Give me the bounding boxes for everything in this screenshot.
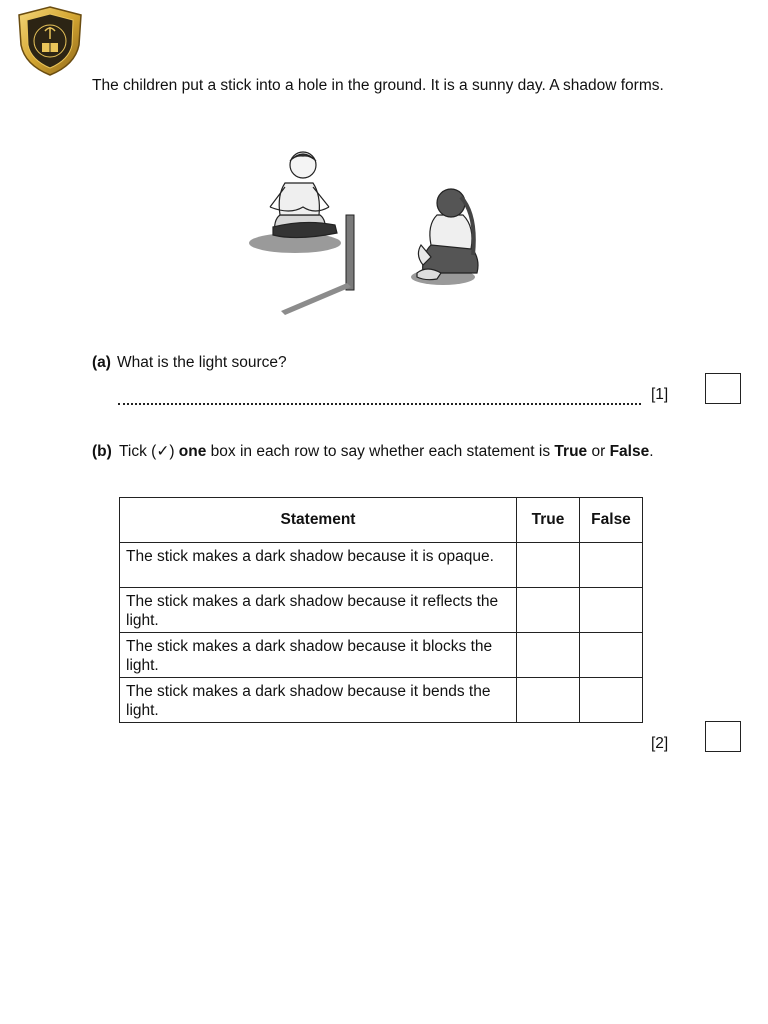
question-a-mark-box: [705, 373, 741, 404]
intro-text: The children put a stick into a hole in the ground. It is a sunny day. A shadow forms.: [92, 77, 664, 94]
true-tick-box[interactable]: [517, 678, 580, 723]
question-b-mark-box: [705, 721, 741, 752]
table-row: [120, 543, 643, 588]
question-b: [92, 442, 669, 461]
children-stick-shadow-illustration: [245, 145, 490, 325]
tick-symbol: ✓: [156, 443, 170, 460]
stick-shadow: [281, 283, 351, 315]
statement-cell: The stick makes a dark shadow because it is opaque.: [120, 543, 517, 588]
false-tick-box[interactable]: [580, 678, 643, 723]
table-row: [120, 633, 643, 678]
statement-cell: The stick makes a dark shadow because it bends the light.: [120, 678, 517, 723]
question-a: [92, 354, 287, 372]
table-row: [120, 678, 643, 723]
true-tick-box[interactable]: [517, 633, 580, 678]
statement-cell: The stick makes a dark shadow because it blocks the light.: [120, 633, 517, 678]
statement-cell: The stick makes a dark shadow because it reflects the light.: [120, 588, 517, 633]
question-a-answer-line[interactable]: [118, 403, 641, 405]
girl-figure: [417, 189, 478, 280]
question-a-text: What is the light source?: [116, 354, 287, 371]
question-b-marks: [2]: [651, 735, 669, 752]
question-b-instructions: Tick (✓) one box in each row to say whether each statement is True or False.: [119, 443, 654, 460]
table-header-row: [120, 498, 643, 543]
false-tick-box[interactable]: [580, 543, 643, 588]
header-true: True: [517, 498, 580, 543]
question-b-label: (b): [92, 443, 112, 460]
false-tick-box[interactable]: [580, 633, 643, 678]
header-statement: Statement: [120, 498, 517, 543]
boy-figure: [270, 152, 337, 238]
true-tick-box[interactable]: [517, 588, 580, 633]
school-crest-icon: [15, 5, 85, 77]
true-false-table: [119, 497, 643, 723]
false-tick-box[interactable]: [580, 588, 643, 633]
table-row: [120, 588, 643, 633]
header-false: False: [580, 498, 643, 543]
true-tick-box[interactable]: [517, 543, 580, 588]
question-a-label: (a): [92, 354, 111, 371]
question-a-marks: [1]: [651, 386, 669, 403]
stick: [346, 215, 354, 290]
